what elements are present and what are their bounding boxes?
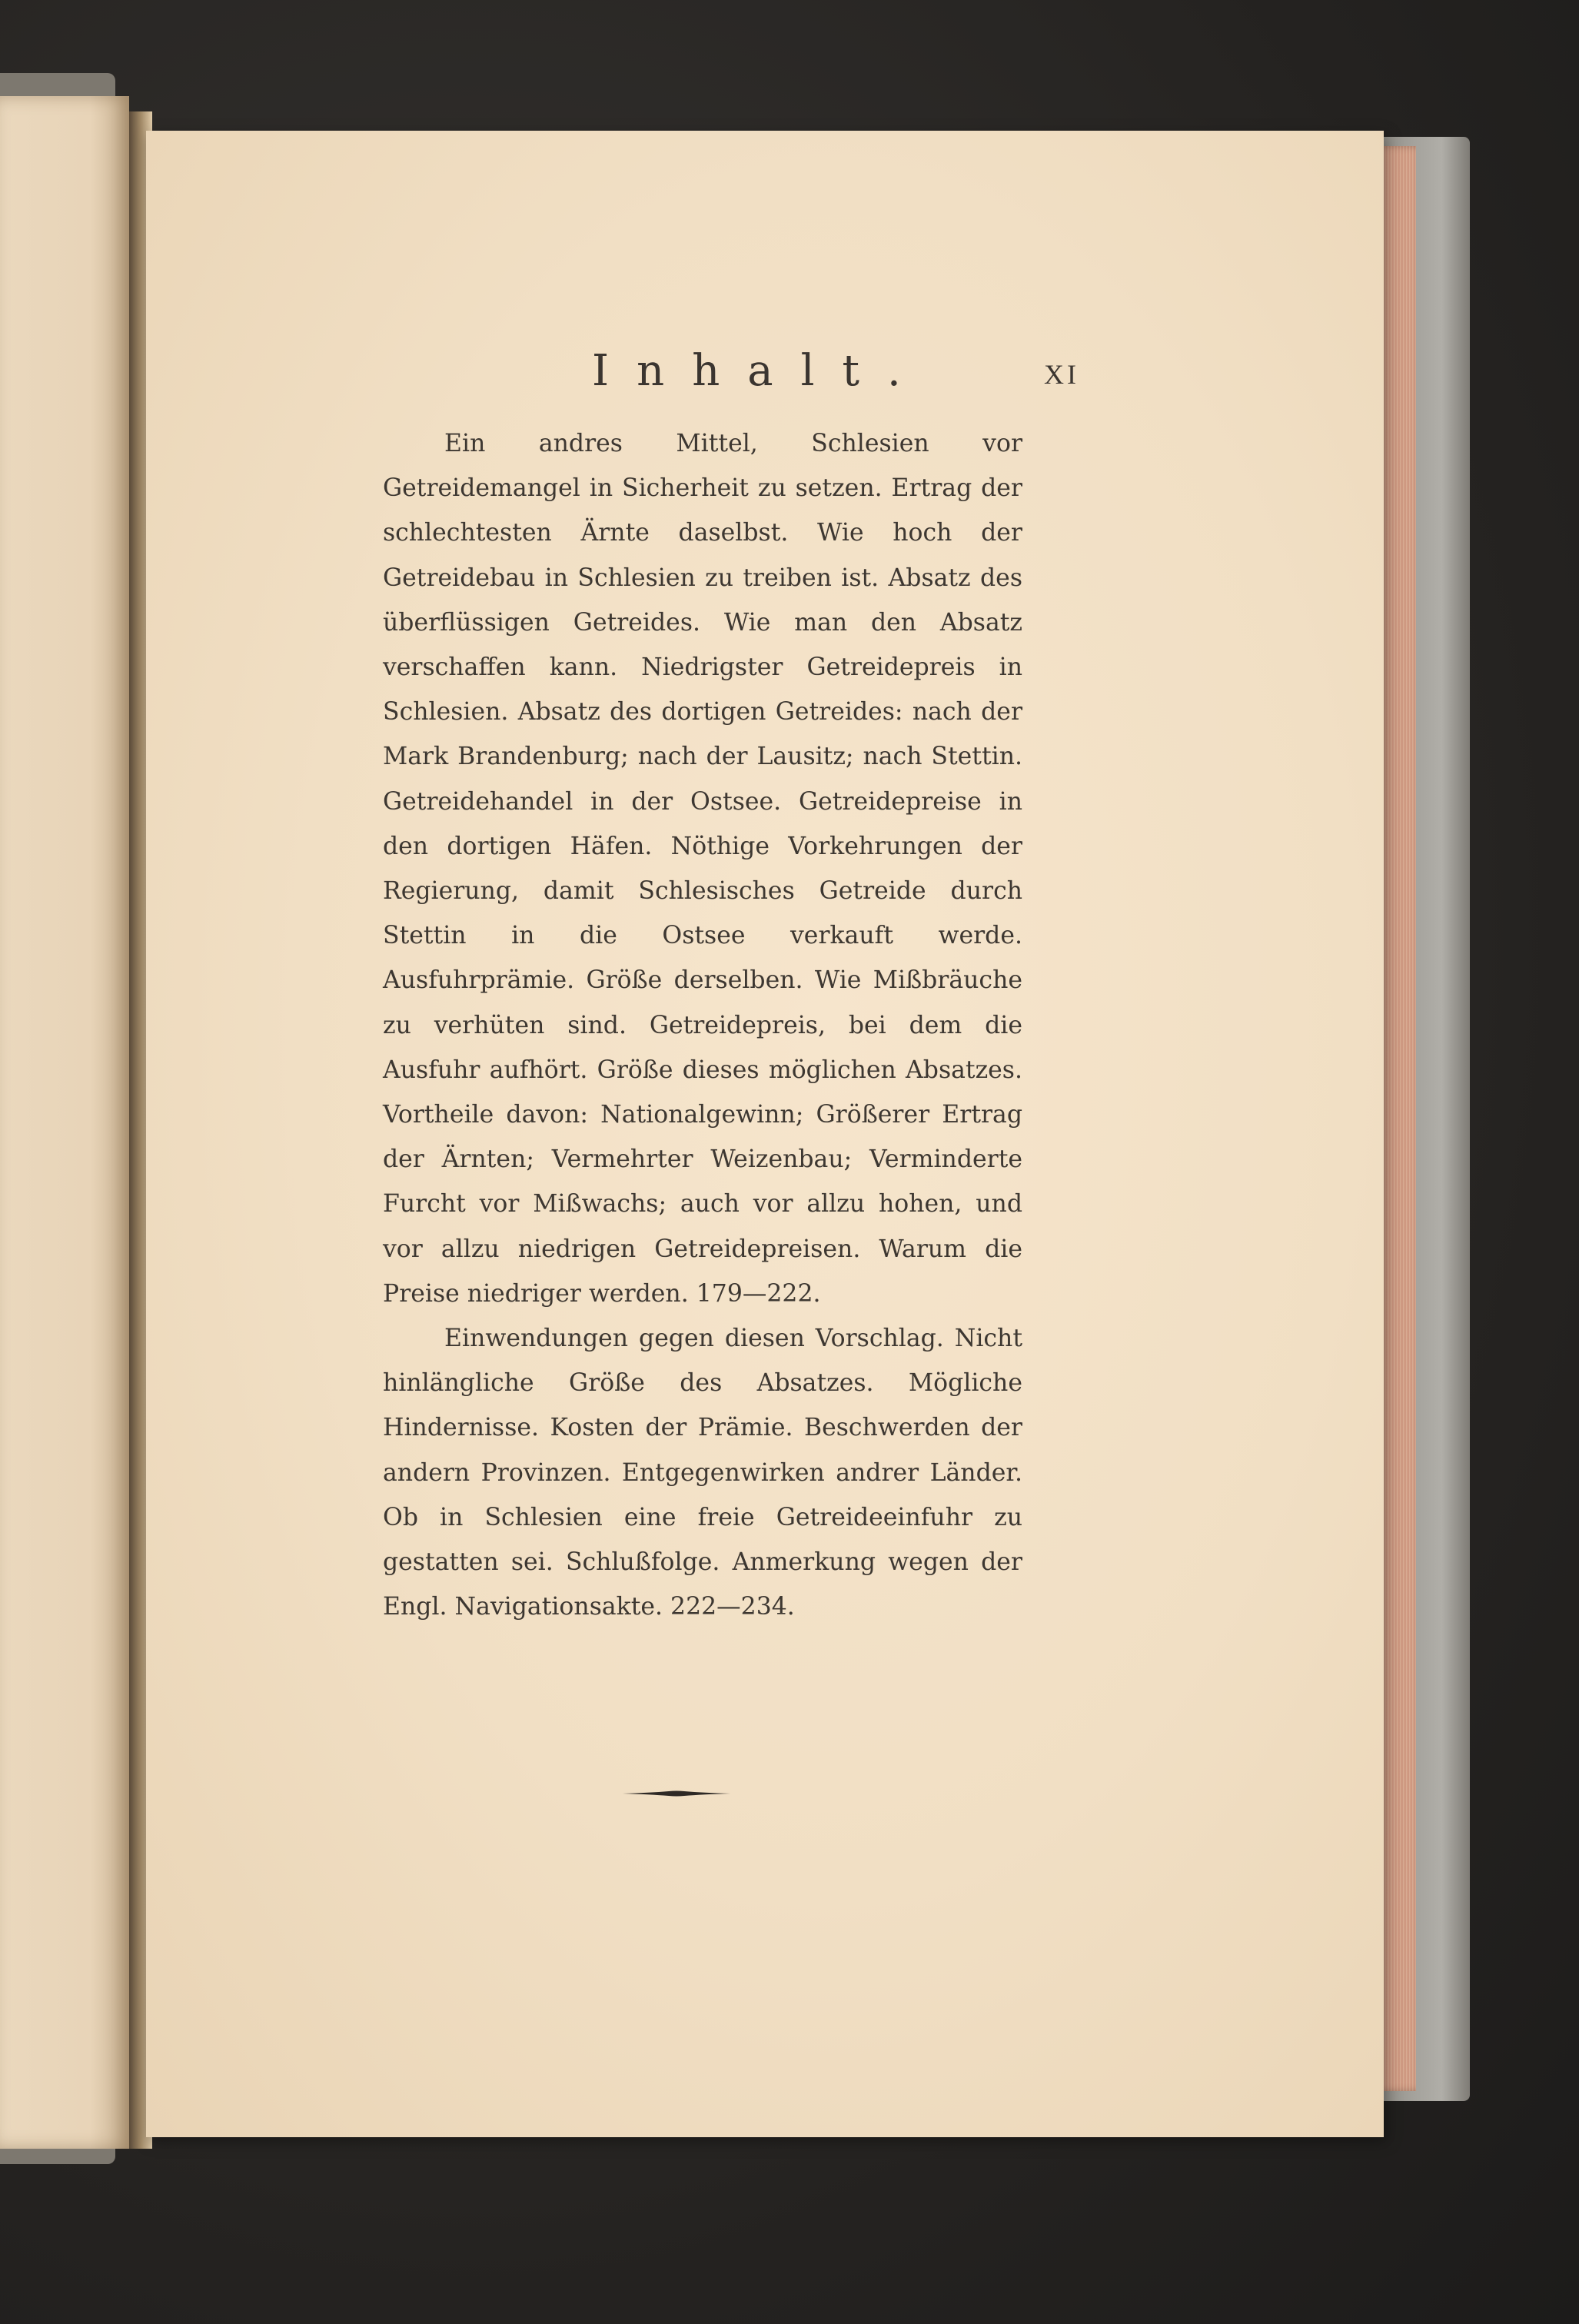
contents-paragraph-2: Einwendungen gegen diesen Vorschlag. Nicht hinlängliche Größe des Absatzes. Mögliche Hindernisse. Kosten der Prämie. Beschwerden der andern Provinzen. Entgegenwirken andrer Länder. Ob in Schlesien eine freie Getreideeinfuhr zu gestatten sei. Schlußfolge. Anmerkung wegen der Engl. Navigationsakte. 222—234.	[383, 1325, 1022, 1621]
left-page-edge	[0, 96, 129, 2149]
ornamental-rule	[623, 1790, 730, 1797]
page-number: XI	[1044, 359, 1079, 390]
table-of-contents-text	[383, 421, 1022, 1629]
running-head: Inhalt.	[592, 346, 929, 396]
contents-paragraph-1: Ein andres Mittel, Schlesien vor Getreidemangel in Sicherheit zu setzen. Ertrag der schlechtesten Ärnte daselbst. Wie hoch der Getreidebau in Schlesien zu treiben ist. Absatz des überflüssigen Getreides. Wie man den Absatz verschaffen kann. Niedrigster Getreidepreis in Schlesien. Absatz des dortigen Getreides: nach der Mark Brandenburg; nach der Lausitz; nach Stettin. Getreidehandel in der Ostsee. Getreidepreise in den dortigen Häfen. Nöthige Vorkehrungen der Regierung, damit Schlesisches Getreide durch Stettin in die Ostsee verkauft werde. Ausfuhrprämie. Größe derselben. Wie Mißbräuche zu verhüten sind. Getreidepreis, bei dem die Ausfuhr aufhört. Größe dieses möglichen Absatzes. Vortheile davon: Nationalgewinn; Größerer Ertrag der Ärnten; Vermehrter Weizenbau; Verminderte Furcht vor Mißwachs; auch vor allzu hohen, und vor allzu niedrigen Getreidepreisen. Warum die Preise niedriger werden. 179—222.	[383, 430, 1022, 1308]
